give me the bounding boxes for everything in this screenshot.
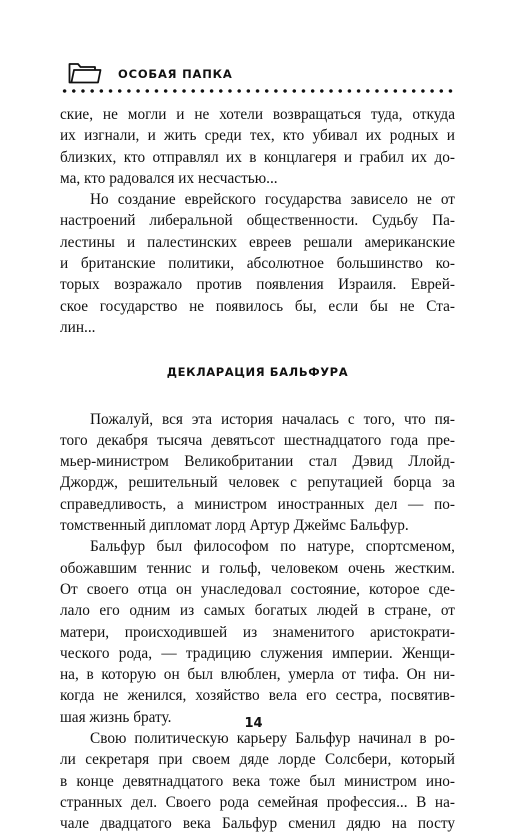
text-line: на, в которую он был влюблен, умерла от тифа. Он ни-: [60, 666, 455, 684]
paragraph: [60, 104, 455, 189]
text-line: Бальфур был философом по натуре, спортсменом,: [90, 538, 455, 556]
dotted-rule: [60, 88, 455, 94]
text-line: того декабря тысяча девятьсот шестнадцатого года пре-: [60, 431, 455, 449]
paragraph: [60, 189, 455, 338]
folder-icon: [68, 62, 102, 84]
paragraph: [60, 536, 455, 728]
text-line: справедливость, а министром иностранных дел — по-: [60, 495, 455, 513]
text-line: шая жизнь брату.: [60, 708, 172, 726]
text-line: торых возражало против появления Израиля. Еврей-: [60, 276, 455, 294]
text-line: матери, происходившей из знаменитого аристократи-: [60, 623, 455, 641]
text-line: Но создание еврейского государства зависело не от: [90, 191, 455, 209]
text-line: в конце девятнадцатого века тоже был министром ино-: [60, 772, 455, 790]
text-line: лин...: [60, 318, 96, 336]
subheading: ДЕКЛАРАЦИЯ БАЛЬФУРА: [166, 365, 349, 380]
text-line: лало его одним из самых богатых людей в стране, от: [60, 602, 455, 620]
text-line: От своего отца он унаследовал состояние, которое сде-: [60, 580, 455, 598]
text-line: обожавшим теннис и гольф, человеком очень жестким.: [60, 559, 455, 577]
text-line: ческого рода, — традицию служения империи. Женщи-: [60, 644, 455, 662]
text-line: Пожалуй, вся эта история началась с того, что пя-: [90, 410, 455, 428]
text-line: чале двадцатого века Бальфур сменил дядю на посту: [60, 815, 455, 833]
running-header: [60, 54, 455, 100]
section-title: ОСОБАЯ ПАПКА: [118, 67, 233, 81]
text-line: ли секретаря при своем дяде лорде Солсбери, который: [60, 751, 455, 769]
text-line: лестины и палестинских евреев решали американские: [60, 233, 455, 251]
text-line: близких, кто отправлял их в концлагеря и грабил их до-: [60, 148, 455, 166]
paragraphs-before: [60, 104, 455, 338]
text-line: когда не женился, хозяйство вела его сестра, посвятив-: [60, 687, 455, 705]
text-line: томственный дипломат лорд Артур Джеймс Бальфур.: [60, 517, 409, 535]
text-line: странных дел. Своего рода семейная профессия... В на-: [60, 793, 455, 811]
text-line: мьер-министром Великобритании стал Дэвид Ллойд-: [60, 453, 455, 471]
text-line: Джордж, решительный человек с репутацией борца за: [60, 474, 455, 492]
text-line: ское государство не появилось бы, если бы не Ста-: [60, 297, 455, 315]
text-line: ма, кто радовался их несчастью...: [60, 169, 278, 187]
text-line: и британские политики, абсолютное большинство ко-: [60, 255, 455, 273]
paragraphs-after: [60, 409, 455, 835]
text-line: настроений либеральной общественности. Судьбу Па-: [60, 212, 455, 230]
paragraph: [60, 728, 455, 834]
text-line: их изгнали, и жить среди тех, кто убивал их родных и: [60, 127, 455, 145]
text-line: Свою политическую карьеру Бальфур начинал в ро-: [90, 730, 455, 748]
text-line: ские, не могли и не хотели возвращаться туда, откуда: [60, 106, 455, 123]
paragraph: [60, 409, 455, 537]
page-number: 14: [244, 716, 263, 731]
